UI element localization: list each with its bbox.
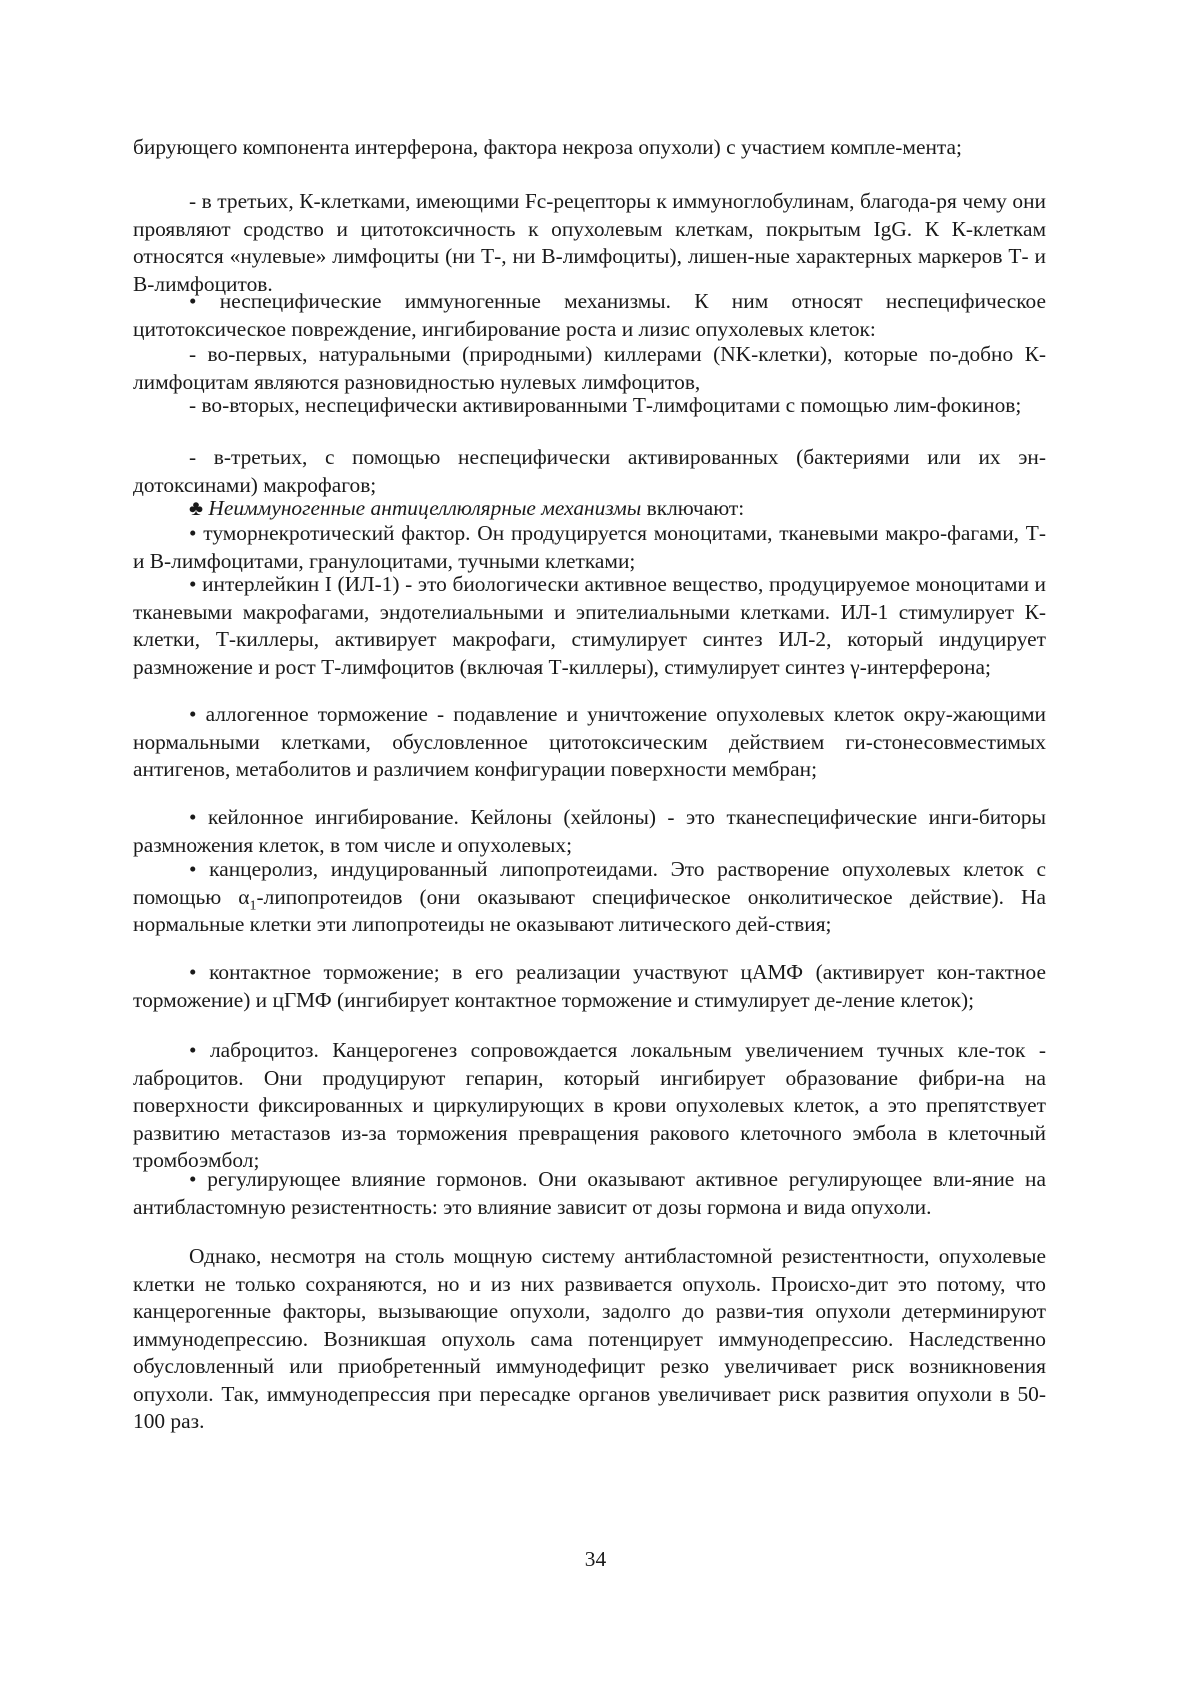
paragraph-12-text-after: -липопротеидов (они оказывают специфическое онколитическое действие). На нормальные клетки эти липопротеиды не оказывают литического дей-ствия; [133, 884, 1046, 936]
paragraph-16: Однако, несмотря на столь мощную систему антибластомной резистентности, опухолевые клетки не только сохраняются, но и из них развивается опухоль. Происхо-дит это потому, что канцерогенные факторы, вызывающие опухоли, задолго до разви-тия опухоли детерминируют иммунодепрессию. Возникшая опухоль сама потенцирует иммунодепрессию. Наследственно обусловленный или приобретенный иммунодефицит резко увеличивает риск возникновения опухоли. Так, иммунодепрессия при пересадке органов увеличивает риск развития опухоли в 50-100 раз. [133, 1244, 1046, 1433]
paragraph-7-text: включают: [641, 496, 745, 520]
paragraph-7 [133, 495, 1046, 523]
paragraph-14: • лаброцитоз. Канцерогенез сопровождается локальным увеличением тучных кле-ток - лаброцитов. Они продуцируют гепарин, который ингибирует образование фибри-на на поверхности фиксированных и циркулирующих в крови опухолевых клеток, а это препятствует развитию метастазов из-за торможения превращения ракового клеточного эмбола в клеточный тромбоэмбол; [133, 1038, 1046, 1172]
page-number: 34 [584, 1547, 607, 1571]
paragraph-3: • неспецифические иммуногенные механизмы. К ним относят неспецифическое цитотоксическое повреждение, ингибирование роста и лизис опухолевых клеток: [133, 289, 1046, 341]
paragraph-1: бирующего компонента интерферона, фактора некроза опухоли) с участием компле-мента; [133, 135, 962, 159]
paragraph-13: • контактное торможение; в его реализации участвуют цАМФ (активирует кон-тактное торможение) и цГМФ (ингибирует контактное торможение и стимулирует де-ление клеток); [133, 960, 1046, 1012]
paragraph-15: • регулирующее влияние гормонов. Они оказывают активное регулирующее вли-яние на антибластомную резистентность: это влияние зависит от дозы гормона и вида опухоли. [133, 1167, 1046, 1219]
paragraph-12-text-before: • канцеролиз, индуцированный липопротеидами. Это растворение опухолевых клеток с помощью α [133, 857, 1046, 909]
paragraph-10: • аллогенное торможение - подавление и уничтожение опухолевых клеток окру-жающими нормальными клетками, обусловленное цитотоксическим действием ги-стонесовместимых антигенов, метаболитов и различием конфигурации поверхности мембран; [133, 702, 1046, 781]
paragraph-5: - во-вторых, неспецифически активированными Т-лимфоцитами с помощью лим-фокинов; [189, 393, 1022, 417]
paragraph-6: - в-третьих, с помощью неспецифически активированных (бактериями или их эн-дотоксинами) макрофагов; [133, 445, 1046, 497]
italic-lead: ♣ Неиммуногенные антицеллюлярные механизмы [189, 496, 642, 520]
paragraph-8: • туморнекротический фактор. Он продуцируется моноцитами, тканевыми макро-фагами, Т- и В-лимфоцитами, гранулоцитами, тучными клетками; [133, 521, 1046, 573]
paragraph-11: • кейлонное ингибирование. Кейлоны (хейлоны) - это тканеспецифические инги-биторы размножения клеток, в том числе и опухолевых; [133, 805, 1046, 857]
paragraph-12 [133, 856, 1046, 939]
paragraph-9: • интерлейкин I (ИЛ-1) - это биологически активное вещество, продуцируемое моноцитами и тканевыми макрофагами, эндотелиальными и эпителиальными клетками. ИЛ-1 стимулирует К-клетки, Т-киллеры, активирует макрофаги, стимулирует синтез ИЛ-2, который индуцирует размножение и рост Т-лимфоцитов (включая Т-киллеры), стимулирует синтез γ-интерферона; [133, 572, 1046, 679]
paragraph-4: - во-первых, натуральными (природными) киллерами (NK-клетки), которые по-добно К-лимфоцитам являются разновидностью нулевых лимфоцитов, [133, 342, 1046, 394]
paragraph-2: - в третьих, К-клетками, имеющими Fc-рецепторы к иммуноглобулинам, благода-ря чему они проявляют сродство и цитотоксичность к опухолевым клеткам, покрытым IgG. К К-клеткам относятся «нулевые» лимфоциты (ни Т-, ни В-лимфоциты), лишен-ные характерных маркеров Т- и В-лимфоцитов. [133, 189, 1046, 296]
subscript-one: 1 [249, 897, 257, 913]
